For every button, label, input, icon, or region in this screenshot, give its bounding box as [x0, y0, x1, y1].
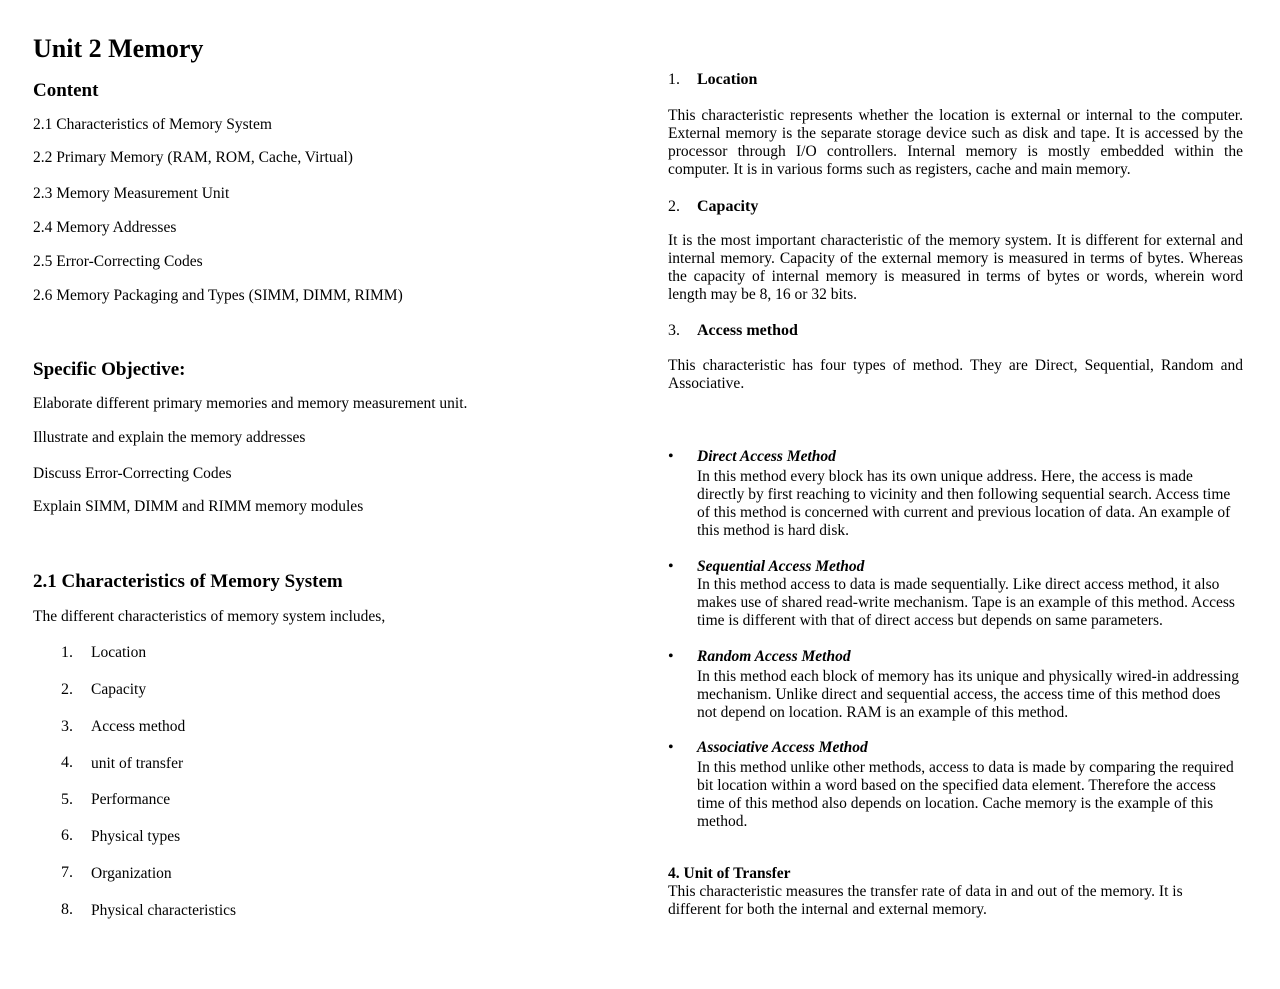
- method-heading: Random Access Method: [697, 648, 851, 665]
- objective-heading: Specific Objective:: [33, 359, 186, 380]
- section-number: 3.: [668, 322, 680, 339]
- method-text: In this method unlike other methods, access to data is made by comparing the required bit location within a word based on the specified data element. Therefore the access time of this method also depends on location. Cache memory is the example of this method.: [697, 759, 1234, 830]
- location-heading: Location: [697, 71, 758, 88]
- bullet-icon: •: [668, 739, 674, 756]
- content-item: 2.5 Error-Correcting Codes: [33, 253, 203, 270]
- list-number: 3.: [61, 718, 73, 735]
- list-item: Capacity: [91, 681, 147, 698]
- bullet-icon: •: [668, 648, 674, 665]
- list-item: unit of transfer: [91, 755, 184, 772]
- list-item: Organization: [91, 865, 172, 882]
- list-number: 8.: [61, 901, 73, 918]
- content-item: 2.2 Primary Memory (RAM, ROM, Cache, Virtual): [33, 149, 353, 166]
- list-number: 1.: [61, 644, 73, 661]
- method-text: In this method access to data is made sequentially. Like direct access method, it also makes use of shared read-write mechanism. Tape is an example of this method. Access time is different with that of direct access but depends on same parameters.: [697, 576, 1235, 629]
- section-number: 2.: [668, 198, 680, 215]
- capacity-text: It is the most important characteristic of the memory system. It is different for external and internal memory. Capacity of the external memory is measured in terms of bytes. Whereas the capacity of internal memory is measured in terms of bytes or words, wherein word length may be 8, 16 or 32 bits.: [668, 232, 1243, 303]
- content-heading: Content: [33, 80, 99, 101]
- capacity-heading: Capacity: [697, 198, 759, 215]
- method-text: In this method each block of memory has its unique and physically wired-in addressing mechanism. Unlike direct and sequential access, the access time of this method does not depend on location. RAM is an example of this method.: [697, 668, 1239, 721]
- content-item: 2.6 Memory Packaging and Types (SIMM, DIMM, RIMM): [33, 287, 403, 304]
- content-item: 2.1 Characteristics of Memory System: [33, 116, 272, 133]
- list-item: Physical characteristics: [91, 902, 237, 919]
- method-heading: Sequential Access Method: [697, 558, 865, 575]
- list-item: Physical types: [91, 828, 181, 845]
- section-heading: 2.1 Characteristics of Memory System: [33, 571, 343, 592]
- objective-item: Illustrate and explain the memory addresses: [33, 429, 306, 446]
- unit-of-transfer-heading: 4. Unit of Transfer: [668, 865, 791, 882]
- objective-item: Explain SIMM, DIMM and RIMM memory modules: [33, 498, 364, 515]
- list-number: 7.: [61, 864, 73, 881]
- objective-item: Discuss Error-Correcting Codes: [33, 465, 232, 482]
- content-item: 2.4 Memory Addresses: [33, 219, 177, 236]
- method-text: In this method every block has its own unique address. Here, the access is made directly by first reaching to vicinity and then following sequential search. Access time of this method is concerned with current and previous location of data. An example of this method is hard disk.: [697, 468, 1231, 539]
- bullet-icon: •: [668, 448, 674, 465]
- list-number: 4.: [61, 754, 73, 771]
- list-item: Performance: [91, 791, 171, 808]
- section-intro: The different characteristics of memory system includes,: [33, 608, 386, 625]
- bullet-icon: •: [668, 558, 674, 575]
- access-method-text: This characteristic has four types of method. They are Direct, Sequential, Random and Associative.: [668, 357, 1243, 392]
- access-method-heading: Access method: [697, 322, 798, 339]
- method-heading: Associative Access Method: [697, 739, 868, 756]
- page-title: Unit 2 Memory: [33, 34, 204, 63]
- list-number: 5.: [61, 791, 73, 808]
- objective-item: Elaborate different primary memories and memory measurement unit.: [33, 395, 468, 412]
- list-item: Access method: [91, 718, 186, 735]
- section-number: 1.: [668, 71, 680, 88]
- method-heading: Direct Access Method: [697, 448, 836, 465]
- list-item: Location: [91, 644, 147, 661]
- list-number: 2.: [61, 681, 73, 698]
- content-item: 2.3 Memory Measurement Unit: [33, 185, 230, 202]
- location-text: This characteristic represents whether the location is external or internal to the computer. External memory is the separate storage device such as disk and tape. It is accessed by the processor through I/O controllers. Internal memory is mostly embedded within the computer. It is in various forms such as registers, cache and main memory.: [668, 107, 1243, 178]
- list-number: 6.: [61, 827, 73, 844]
- unit-of-transfer-text: This characteristic measures the transfer rate of data in and out of the memory. It is different for both the internal and external memory.: [668, 883, 1183, 918]
